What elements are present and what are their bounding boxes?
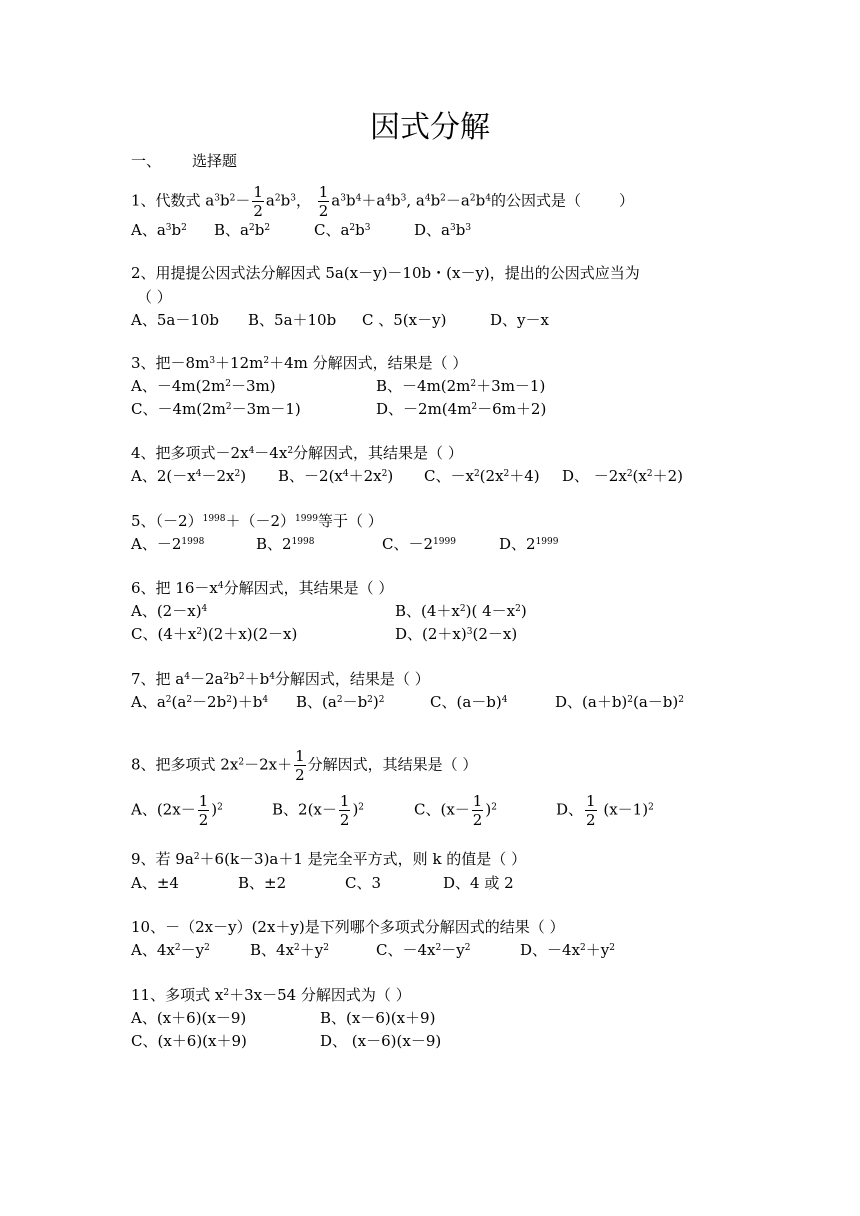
question-3: 3、把$-8m^3+12m^2+4m$ 分解因式，结果是（ ） <box>131 354 468 372</box>
q6-option-c: C、$(4+x^2)(2+x)(2-x)$ <box>131 625 298 643</box>
question-10: 10、－（2x－y）(2x＋y)是下列哪个多项式分解因式的结果（ ） <box>131 918 565 936</box>
q2-option-c: C 、5(x－y) <box>362 311 447 329</box>
q8-option-b: B、2(x－ $\frac{1}{2}$ )$^2$ <box>272 792 365 829</box>
question-7: 7、把 $a^4-2a^2b^2+b^4$分解因式，结果是（ ） <box>131 670 430 688</box>
fraction-one-half: $\frac{1}{2}$ <box>339 792 350 829</box>
q7-option-d: D、$(a+b)^2(a-b)^2$ <box>555 693 684 711</box>
page-title: 因式分解 <box>370 110 490 145</box>
q5-option-d: D、$2^{1999}$ <box>499 535 559 553</box>
question-8: 8、把多项式 $2x^2-2x+$ $\frac{1}{2}$ 分解因式，其结果是（ ） <box>131 747 478 784</box>
q5-option-b: B、$2^{1998}$ <box>256 535 315 553</box>
q5-option-c: C、$-2^{1999}$ <box>382 535 456 553</box>
q11-option-a: A、(x＋6)(x－9) <box>131 1009 247 1027</box>
q4-option-c: C、$-x^2(2x^2+4)$ <box>424 467 540 485</box>
question-9: 9、若 $9a^2+6(k-3)a+1$ 是完全平方式，则 k 的值是（ ） <box>131 850 527 868</box>
fraction-one-half: $\frac{1}{2}$ <box>295 747 305 784</box>
q11-option-c: C、(x＋6)(x＋9) <box>131 1032 247 1050</box>
q9-option-c: C、3 <box>345 874 382 892</box>
section-label: 选择题 <box>192 152 238 170</box>
fraction-one-half: $\frac{1}{2}$ <box>198 792 209 829</box>
q6-option-b: B、$(4+x^2)$( $4-x^2$) <box>395 602 527 620</box>
fraction-one-half: $\frac{1}{2}$ <box>253 183 263 220</box>
fraction-one-half: $\frac{1}{2}$ <box>318 183 329 220</box>
q10-option-b: B、$4x^2+y^2$ <box>250 941 329 959</box>
q3-option-b: B、$-4m(2m^2+3m-1)$ <box>376 377 546 395</box>
q11-option-d: D、 (x－6)(x－9) <box>320 1032 442 1050</box>
q9-option-a: A、±4 <box>131 874 179 892</box>
q7-option-a: A、$a^2(a^2-2b^2)+b^4$ <box>131 693 269 711</box>
q8-option-c: C、(x－ $\frac{1}{2}$ )$^2$ <box>414 792 497 829</box>
q3-option-a: A、$-4m(2m^2-3m)$ <box>131 377 276 395</box>
q6-option-d: D、$(2+x)^3(2-x)$ <box>395 625 518 643</box>
q2-option-d: D、y－x <box>490 311 549 329</box>
q10-option-d: D、$-4x^2+y^2$ <box>520 941 615 959</box>
q4-option-a: A、$2(-x^4-2x^2)$ <box>131 467 247 485</box>
q9-option-d: D、4 或 2 <box>443 874 514 892</box>
q6-option-a: A、$(2-x)^4$ <box>131 602 208 620</box>
q8-option-d: D、 $\frac{1}{2}$ $(x-1)^2$ <box>556 792 654 829</box>
question-5: 5、$(-2)^{1998}+(-2)^{1999}$等于（ ） <box>131 512 383 530</box>
q5-option-a: A、$-2^{1998}$ <box>131 535 205 553</box>
q1-option-d: D、$a^3b^3$ <box>414 221 472 239</box>
q1-option-c: C、$a^2b^3$ <box>314 221 371 239</box>
q3-option-c: C、$-4m(2m^2-3m-1)$ <box>131 400 301 418</box>
q10-option-c: C、$-4x^2-y^2$ <box>376 941 471 959</box>
q1-option-a: A、$a^3b^2$ <box>131 221 187 239</box>
q2-option-a: A、5a－10b <box>131 311 220 329</box>
q7-option-c: C、$(a-b)^4$ <box>430 693 508 711</box>
question-4: 4、把多项式$-2x^4-4x^2$分解因式，其结果是（ ） <box>131 444 463 462</box>
q8-option-a: A、(2x－ $\frac{1}{2}$ )$^2$ <box>131 792 223 829</box>
q11-option-b: B、(x－6)(x＋9) <box>320 1009 436 1027</box>
q4-option-d: D、 $-2x^2(x^2+2)$ <box>562 467 683 485</box>
question-2: 2、用提提公因式法分解因式 5a(x－y)－10b・(x－y)，提出的公因式应当为 <box>131 264 640 282</box>
question-1: 1、代数式 $a^3b^2-$ $\frac{1}{2}$ $a^2b^3$， $\frac{1}{2}$ $a^3b^4+a^4b^3$, $a^4b^2-a^2b^4$的公因式是（ ） <box>131 183 634 220</box>
q10-option-a: A、$4x^2-y^2$ <box>131 941 210 959</box>
q2-option-b: B、5a＋10b <box>248 311 337 329</box>
question-6: 6、把 $16-x^4$分解因式，其结果是（ ） <box>131 579 394 597</box>
question-11: 11、多项式 $x^2+3x-54$ 分解因式为（ ） <box>131 986 411 1004</box>
fraction-one-half: $\frac{1}{2}$ <box>472 792 483 829</box>
q9-option-b: B、±2 <box>238 874 287 892</box>
q1-option-b: B、$a^2b^2$ <box>214 221 271 239</box>
q3-option-d: D、$-2m(4m^2-6m+2)$ <box>376 400 547 418</box>
question-2-blank: （ ） <box>137 288 172 306</box>
fraction-one-half: $\frac{1}{2}$ <box>586 792 596 829</box>
q4-option-b: B、$-2(x^4+2x^2)$ <box>278 467 394 485</box>
section-number: 一、 <box>131 152 162 170</box>
q7-option-b: B、$(a^2-b^2)^2$ <box>296 693 385 711</box>
